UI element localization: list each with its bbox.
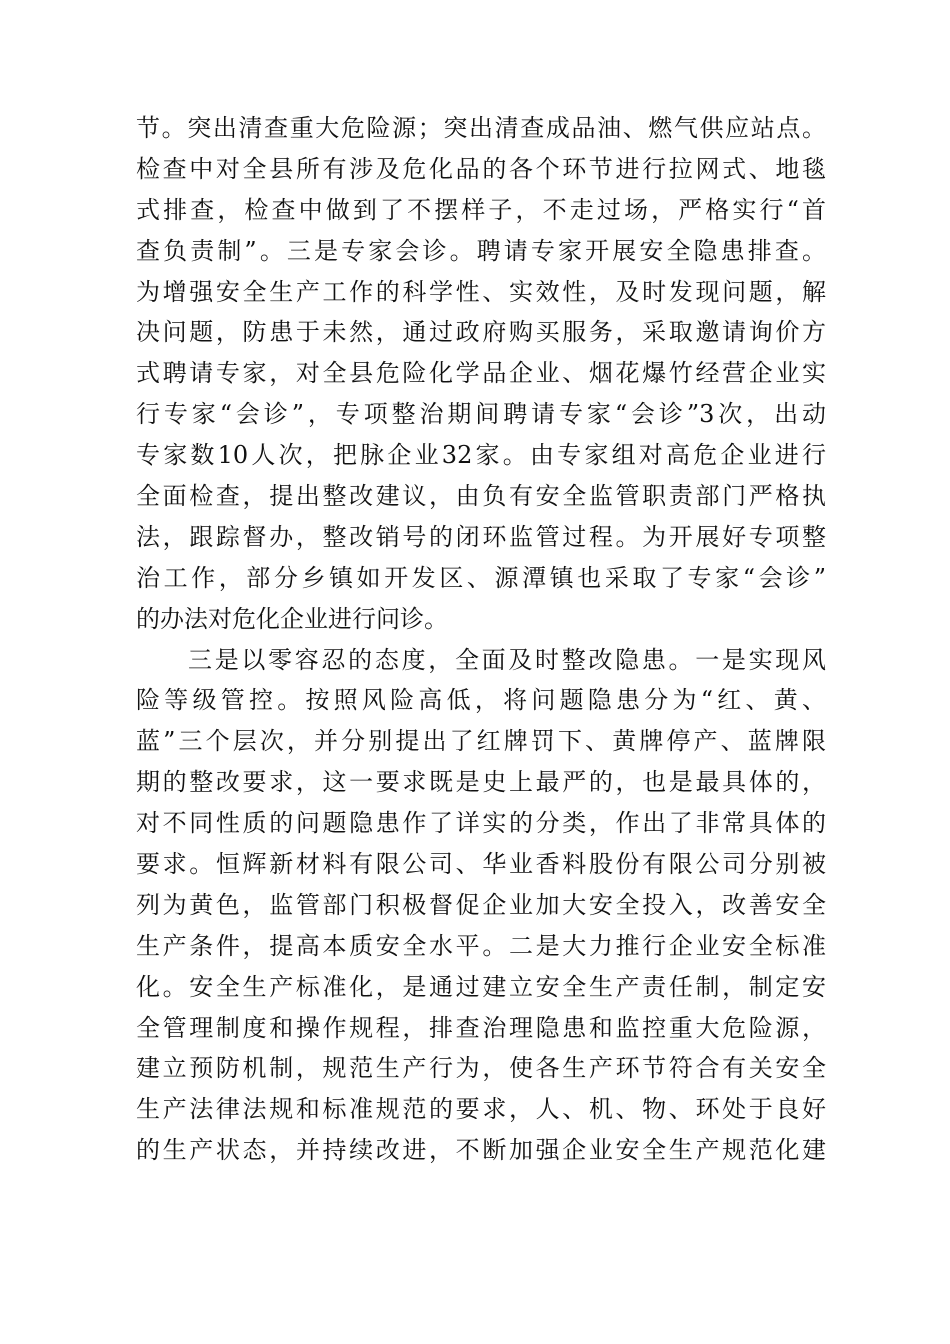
- text-line: 全管理制度和操作规程，排查治理隐患和监控重大危险源，: [136, 1013, 826, 1042]
- text-line: 为增强安全生产工作的科学性、实效性，及时发现问题，解: [136, 277, 826, 306]
- text-line: 对不同性质的问题隐患作了详实的分类，作出了非常具体的: [136, 809, 826, 838]
- body-text: [136, 108, 826, 1171]
- text-line: 的生产状态，并持续改进，不断加强企业安全生产规范化建: [136, 1136, 826, 1165]
- text-line: 法，跟踪督办，整改销号的闭环监管过程。为开展好专项整: [136, 522, 826, 551]
- text-line: 期的整改要求，这一要求既是史上最严的，也是最具体的，: [136, 768, 826, 797]
- text-line: 生产法律法规和标准规范的要求，人、机、物、环处于良好: [136, 1095, 826, 1124]
- text-line: 节。突出清查重大危险源；突出清查成品油、燃气供应站点。: [136, 114, 826, 142]
- text-line: 生产条件，提高本质安全水平。二是大力推行企业安全标准: [136, 931, 826, 960]
- text-line: 行专家“会诊”，专项整治期间聘请专家“会诊”3次，出动: [136, 400, 826, 429]
- paragraph-end-line: 的办法对危化企业进行问诊。: [136, 604, 448, 633]
- text-line: 检查中对全县所有涉及危化品的各个环节进行拉网式、地毯: [136, 154, 826, 183]
- text-line: 查负责制”。三是专家会诊。聘请专家开展安全隐患排查。: [136, 236, 826, 265]
- text-line: 蓝”三个层次，并分别提出了红牌罚下、黄牌停产、蓝牌限: [136, 727, 826, 756]
- text-line: 险等级管控。按照风险高低，将问题隐患分为“红、黄、: [136, 686, 826, 715]
- text-line: 全面检查，提出整改建议，由负有安全监管职责部门严格执: [136, 482, 826, 511]
- text-line: 要求。恒辉新材料有限公司、华业香料股份有限公司分别被: [136, 850, 826, 879]
- text-line: 列为黄色，监管部门积极督促企业加大安全投入，改善安全: [136, 890, 826, 919]
- text-line: 化。安全生产标准化，是通过建立安全生产责任制，制定安: [136, 972, 826, 1001]
- text-line: 建立预防机制，规范生产行为，使各生产环节符合有关安全: [136, 1054, 826, 1083]
- text-line: 专家数10人次，把脉企业32家。由专家组对高危企业进行: [136, 441, 826, 470]
- text-line: 式聘请专家，对全县危险化学品企业、烟花爆竹经营企业实: [136, 359, 826, 388]
- text-line: 治工作，部分乡镇如开发区、源潭镇也采取了专家“会诊”: [136, 563, 826, 592]
- text-line: 式排查，检查中做到了不摆样子，不走过场，严格实行“首: [136, 195, 826, 224]
- paragraph-first-line: 三是以零容忍的态度，全面及时整改隐患。一是实现风: [188, 645, 826, 674]
- text-line: 决问题，防患于未然，通过政府购买服务，采取邀请询价方: [136, 318, 826, 347]
